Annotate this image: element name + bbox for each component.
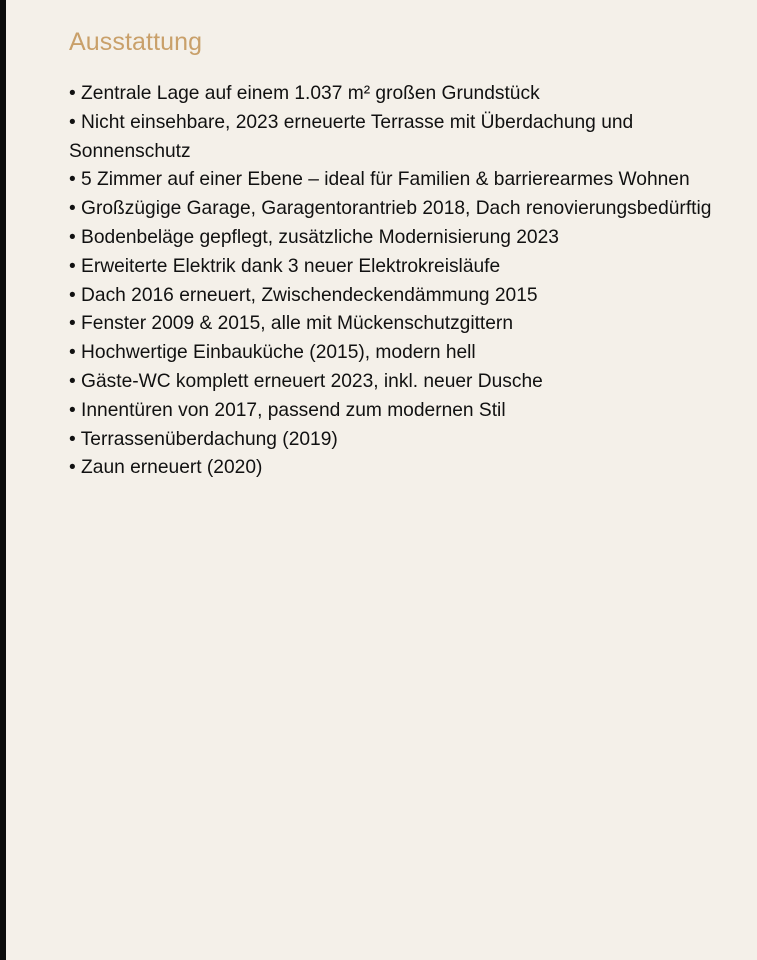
- list-item: • Dach 2016 erneuert, Zwischendeckendämmung 2015: [69, 284, 538, 306]
- list-item: • Erweiterte Elektrik dank 3 neuer Elektrokreisläufe: [69, 255, 501, 277]
- list-item: • Zaun erneuert (2020): [69, 457, 263, 479]
- list-item: • Fenster 2009 & 2015, alle mit Mückenschutzgittern: [69, 313, 513, 335]
- list-item: • Bodenbeläge gepflegt, zusätzliche Modernisierung 2023: [69, 226, 559, 248]
- list-item: • Zentrale Lage auf einem 1.037 m² großen Grundstück: [69, 83, 540, 104]
- list-item: • Großzügige Garage, Garagentorantrieb 2018, Dach renovierungsbedürftig: [69, 198, 712, 220]
- feature-list: [69, 80, 749, 483]
- list-item: • Terrassenüberdachung (2019): [69, 428, 338, 450]
- document-page: [6, 0, 757, 960]
- list-item: • Innentüren von 2017, passend zum modernen Stil: [69, 399, 506, 421]
- list-item: • Nicht einsehbare, 2023 erneuerte Terrasse mit Überdachung und Sonnenschutz: [69, 111, 634, 162]
- list-item: • Hochwertige Einbauküche (2015), modern hell: [69, 342, 476, 364]
- section-heading: Ausstattung: [69, 28, 203, 56]
- list-item: • Gäste-WC komplett erneuert 2023, inkl. neuer Dusche: [69, 370, 543, 392]
- list-item: • 5 Zimmer auf einer Ebene – ideal für Familien & barrierearmes Wohnen: [69, 169, 690, 191]
